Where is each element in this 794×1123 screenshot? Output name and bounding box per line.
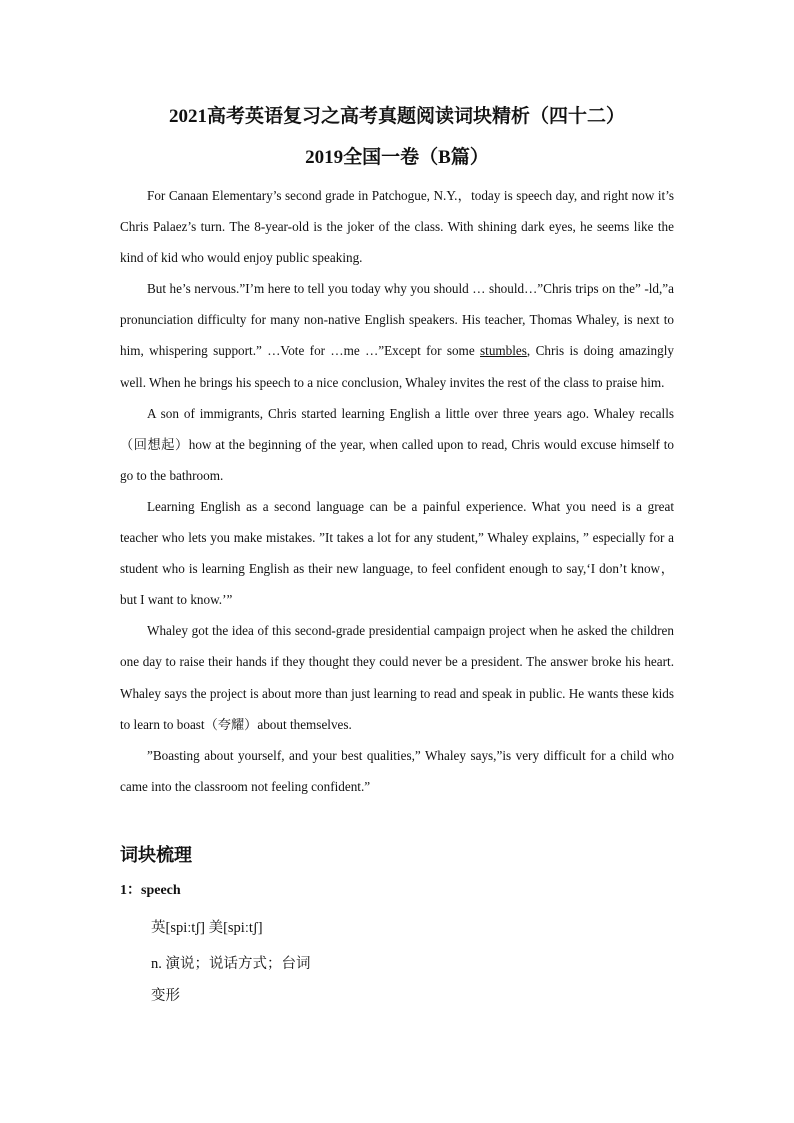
paragraph-2-text-after: , Chris is doing amazingly well. When he brings his speech to a nice conclusion, Whaley invites the rest of the class to praise him. [120,343,674,390]
underlined-word-stumbles: stumbles [480,343,527,359]
paragraph-2-text-before: But he’s nervous.”I’m here to tell you today why you should … should…”Chris trips on the” -ld,”a pronunciation difficulty for many non-native English speakers. His teacher, Thomas Whaley, is next to him, whispering support.” …Vote for …me …”Except for some [120,281,674,359]
paragraph-5: Whaley got the idea of this second-grade presidential campaign project when he asked the children one day to raise their hands if they thought they could never be a president. The answer broke his heart. Whaley says the project is about more than just learning to read and speak in public. He wants these kids to learn to boast（夸耀）about themselves. [120,623,674,732]
word-forms-label: 变形 [151,988,180,1004]
reading-passage [120,180,674,802]
section-heading-vocabulary: 词块梳理 [120,845,192,865]
paragraph-6: ”Boasting about yourself, and your best qualities,” Whaley says,”is very difficult for a child who came into the classroom not feeling confident.” [120,747,674,794]
document-subtitle: 2019全国一卷（B篇） [305,147,489,168]
paragraph-2 [120,273,674,397]
paragraph-4: Learning English as a second language can be a painful experience. What you need is a great teacher who lets you make mistakes. ”It takes a lot for any student,” Whaley explains, ” especially for a student who is learning English as their new language, to feel confident enough to say,‘I don’t know，but I want to know.’” [120,498,674,608]
word-entry-heading: 1：speech [120,883,181,898]
word-phonetics: 英[spiːtʃ] 美[spiːtʃ] [151,920,263,936]
paragraph-3: A son of immigrants, Chris started learning English a little over three years ago. Whaley recalls（回想起）how at the beginning of the year, when called upon to read, Chris would excuse himself to go to the bathroom. [120,405,674,483]
paragraph-1: For Canaan Elementary’s second grade in Patchogue, N.Y.，today is speech day, and right now it’s Chris Palaez’s turn. The 8-year-old is the joker of the class. With shining dark eyes, he seems like the kind of kid who would enjoy public speaking. [120,188,674,266]
document-title: 2021高考英语复习之高考真题阅读词块精析（四十二） [168,106,625,127]
word-meaning: n. 演说；说话方式；台词 [151,956,311,972]
